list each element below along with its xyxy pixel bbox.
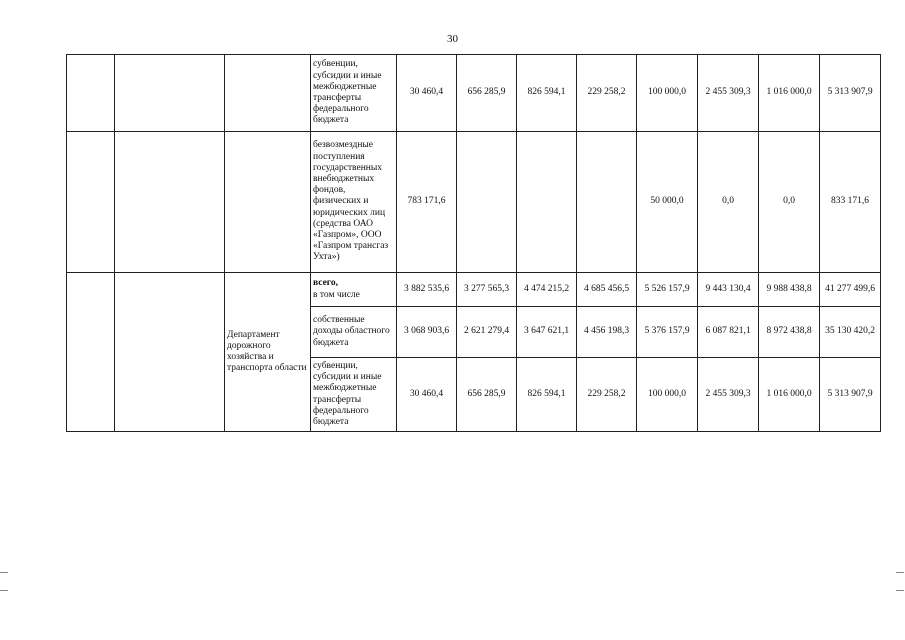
empty-cell [225,55,311,132]
value-cell: 8 972 438,8 [759,307,820,358]
value-cell: 2 621 279,4 [457,307,517,358]
value-cell: 1 016 000,0 [759,55,820,132]
empty-cell [67,55,115,132]
value-cell: 5 376 157,9 [637,307,698,358]
value-cell: 5 313 907,9 [820,55,881,132]
including-label: в том числе [313,289,360,300]
empty-cell [225,132,311,273]
total-label: всего, [313,278,338,289]
empty-cell [67,132,115,273]
value-cell: 3 277 565,3 [457,273,517,307]
value-cell: 826 594,1 [517,55,577,132]
value-cell: 35 130 420,2 [820,307,881,358]
value-cell: 5 526 157,9 [637,273,698,307]
budget-table [66,54,881,432]
value-cell: 9 443 130,4 [698,273,759,307]
value-cell: 229 258,2 [577,55,637,132]
value-cell: 833 171,6 [820,132,881,273]
value-cell: 0,0 [759,132,820,273]
value-cell: 41 277 499,6 [820,273,881,307]
empty-cell [115,273,225,432]
value-cell: 4 685 456,5 [577,273,637,307]
table-row [67,55,881,132]
value-cell: 5 313 907,9 [820,358,881,432]
value-cell: 30 460,4 [397,358,457,432]
funding-source [311,273,397,307]
value-cell: 2 455 309,3 [698,358,759,432]
empty-cell [67,273,115,432]
value-cell [577,132,637,273]
funding-source: безвозмездные поступления государственных внебюджетных фондов, физических и юридических лиц (средства ОАО «Газпром», ООО «Газпром трансгаз Ухта») [311,132,397,273]
table-row [67,132,881,273]
scan-edge-mark [0,590,8,591]
scan-edge-mark [896,590,904,591]
value-cell: 6 087 821,1 [698,307,759,358]
value-cell: 3 647 621,1 [517,307,577,358]
funding-source: субвенции, субсидии и иные межбюджетные трансферты федерального бюджета [311,358,397,432]
value-cell: 9 988 438,8 [759,273,820,307]
value-cell: 826 594,1 [517,358,577,432]
value-cell: 783 171,6 [397,132,457,273]
value-cell: 656 285,9 [457,358,517,432]
value-cell: 0,0 [698,132,759,273]
value-cell: 50 000,0 [637,132,698,273]
value-cell: 1 016 000,0 [759,358,820,432]
value-cell: 229 258,2 [577,358,637,432]
scan-edge-mark [896,572,904,573]
value-cell: 4 474 215,2 [517,273,577,307]
empty-cell [115,55,225,132]
funding-source: собственные доходы областного бюджета [311,307,397,358]
value-cell: 100 000,0 [637,358,698,432]
value-cell: 4 456 198,3 [577,307,637,358]
empty-cell [115,132,225,273]
value-cell: 3 882 535,6 [397,273,457,307]
scan-edge-mark [0,572,8,573]
value-cell: 3 068 903,6 [397,307,457,358]
value-cell: 30 460,4 [397,55,457,132]
value-cell: 656 285,9 [457,55,517,132]
department-name: Департамент дорожного хозяйства и транспорта области [225,273,311,432]
page-number: 30 [447,33,458,45]
value-cell: 100 000,0 [637,55,698,132]
funding-source: субвенции, субсидии и иные межбюджетные трансферты федерального бюджета [311,55,397,132]
value-cell: 2 455 309,3 [698,55,759,132]
table-row [67,273,881,307]
value-cell [457,132,517,273]
value-cell [517,132,577,273]
